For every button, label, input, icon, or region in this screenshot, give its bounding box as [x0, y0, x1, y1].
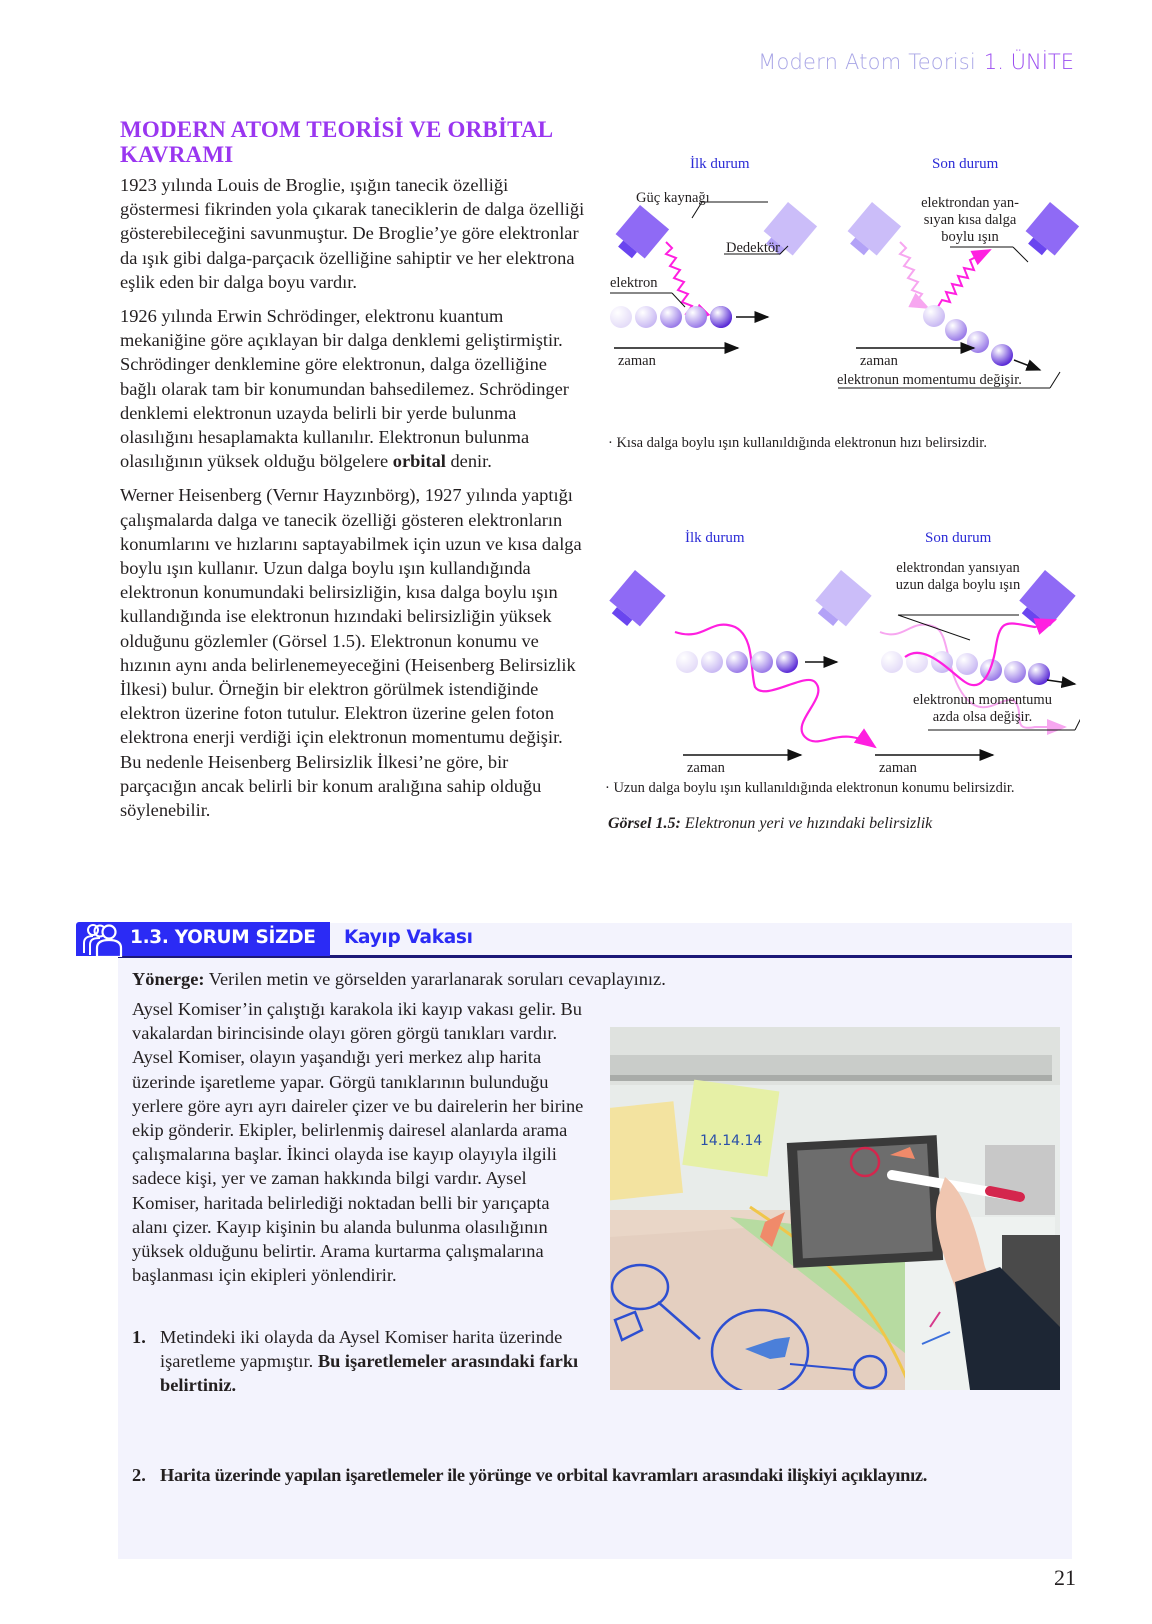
activity-tag-label: 1.3. YORUM SİZDE [130, 927, 316, 948]
label-initial-state-2: İlk durum [685, 530, 745, 546]
running-header-unit: 1. ÜNİTE [983, 50, 1074, 74]
label-power-source: Güç kaynağı [636, 190, 710, 206]
activity-tag [76, 922, 330, 956]
question-2-bold: Harita üzerinde yapılan işaretlemeler ile yörünge ve orbital kavramları arasındaki ilişkiyi açıklayınız. [160, 1465, 928, 1485]
label-time-2: zaman [879, 760, 917, 776]
label-detector: Dedektör [726, 240, 780, 256]
sticky-note-date: 14.14.14 [700, 1133, 763, 1149]
question-1-text: Metindeki iki olayda da Aysel Komiser harita üzerinde işaretleme yapmıştır. [160, 1327, 563, 1372]
figure-short-wavelength [610, 150, 1080, 460]
orbital-term: orbital [392, 451, 446, 472]
activity-story: Aysel Komiser’in çalıştığı karakola iki kayıp vakası gelir. Bu vakalardan birincisinde olayı gören görgü tanıkları vardır. Aysel Komiser, olayın yaşandığı yeri merkez alıp harita üzerinde işaretleme yapar. Görgü tanıklarının bulunduğu yerlere göre ayrı ayrı daireler çizer ve bu dairelerin her birine ekip gönderir. Ekipler, belirlenmiş dairesel alanlarda arama çalışmalarına başlar. İkinci olayda ise kayıp olayıyla ilgili sadece kişi, yer ve zaman hakkında bilgi vardır. Aysel Komiser, haritada belirlediği noktadan belli bir yarıçapta alanı çizer. Kayıp kişinin bu alanda bulunma olasılığının yüksek olduğunu belirtir. Arama kurtarma çalışmalarına başlanması için ekipleri yönlendirir. [132, 999, 584, 1286]
activity-title: Kayıp Vakası [344, 927, 473, 948]
paragraph-heisenberg: Werner Heisenberg (Vernır Hayzınbörg), 1927 yılında yaptığı çalışmalarda dalga ve tanecik özelliği gösteren elektronların konumlarını ve hızlarını saptayabilmek için uzun ve kısa dalga boylu ışın kullanır. Uzun dalga boylu ışın kullandığında elektronun konumundaki belirsizliğin, kısa dalga boylu ışın kullandığında ise elektronun hızındaki belirsizliğin yüksek olduğunu gözlemler (Görsel 1.5). Elektronun konumu ve hızının aynı anda belirlenemeyeceğini (Heisenberg Belirsizlik İlkesi) bulur. Örneğin bir elektron görülmek istendiğinde elektron üzerine foton tutulur. Elektron üzerine gelen foton elektrona enerji verdiği için elektronun momentumu değişir. Bu nedenle Heisenberg Belirsizlik İlkesi’ne göre, bir parçacığın ancak belirli bir konum aralığına sahip olduğu söylenebilir. [120, 485, 582, 821]
caption-label: Görsel 1.5: [608, 815, 681, 832]
activity-instruction [132, 967, 1052, 991]
paragraph-de-broglie: 1923 yılında Louis de Broglie, ışığın tanecik özelliği göstermesi fikrinden yola çıkarak taneciklerin de dalga özelliği gösterebileceğini savunmuştur. De Broglie’ye göre elektronlar da ışık gibi dalga-parçacık özelliğine sahiptir ve her elektrona eşlik eden bir dalga boyu vardır. [120, 175, 585, 292]
body-text [120, 173, 586, 832]
running-header [758, 50, 1074, 74]
figure-caption [608, 815, 932, 833]
svg-text:zaman: zaman [618, 353, 656, 369]
svg-text:zaman: zaman [860, 353, 898, 369]
label-final-state: Son durum [932, 156, 999, 172]
investigation-board-photo [610, 1027, 1060, 1390]
label-reflected-long-wave: elektrondan yansıyan uzun dalga boylu ışın [895, 560, 1021, 593]
label-momentum-slightly-changes: elektronun momentumu azda olsa değişir. [913, 692, 1052, 725]
figure-long-wavelength [605, 522, 1080, 812]
label-final-state-2: Son durum [925, 530, 992, 546]
svg-text:elektron: elektron [610, 275, 658, 291]
label-momentum-changes: elektronun momentumu değişir. [837, 372, 1022, 388]
section-title: MODERN ATOM TEORİSİ VE ORBİTAL KAVRAMI [120, 117, 553, 167]
question-1-bold: Bu işaretlemeler arasındaki farkı belirtiniz. [160, 1351, 579, 1396]
paragraph-schrodinger: 1926 yılında Erwin Schrödinger, elektronu kuantum mekaniğine göre açıklayan bir dalga denklemi geliştirmiştir. Schrödinger denklemine göre elektronun, dalga özelliğine bağlı olarak tam bir konumundan bahsedilemez. Schrödinger denklemi elektronun uzayda belirli bir yerde bulunma olasılığını hesaplamakta kullanılır. Elektronun bulunma olasılığının yüksek olduğu bölgelere orbital denir. [120, 306, 569, 472]
page-number: 21 [1054, 1565, 1076, 1590]
question-2-number: 2. [132, 1465, 146, 1485]
instruction-label: Yönerge: [132, 969, 205, 989]
note-long-wave: · Uzun dalga boylu ışın kullanıldığında elektronun konumu belirsizdir. [605, 780, 1015, 796]
label-initial-state: İlk durum [690, 156, 750, 172]
question-1 [132, 1325, 592, 1398]
people-group-icon [80, 923, 124, 957]
question-1-number: 1. [132, 1327, 146, 1347]
caption-text: Elektronun yeri ve hızındaki belirsizlik [680, 815, 933, 832]
label-reflected-short-wave: elektrondan yan- sıyan kısa dalga boylu ışın [921, 195, 1019, 245]
photo-illustration [610, 1027, 1060, 1390]
label-time-1: zaman [687, 760, 725, 776]
question-2 [132, 1463, 1062, 1487]
note-short-wave: · Kısa dalga boylu ışın kullanıldığında elektronun hızı belirsizdir. [608, 435, 987, 451]
running-header-subject: Modern Atom Teorisi [758, 50, 976, 74]
instruction-text: Verilen metin ve görselden yararlanarak soruları cevaplayınız. [204, 969, 666, 989]
